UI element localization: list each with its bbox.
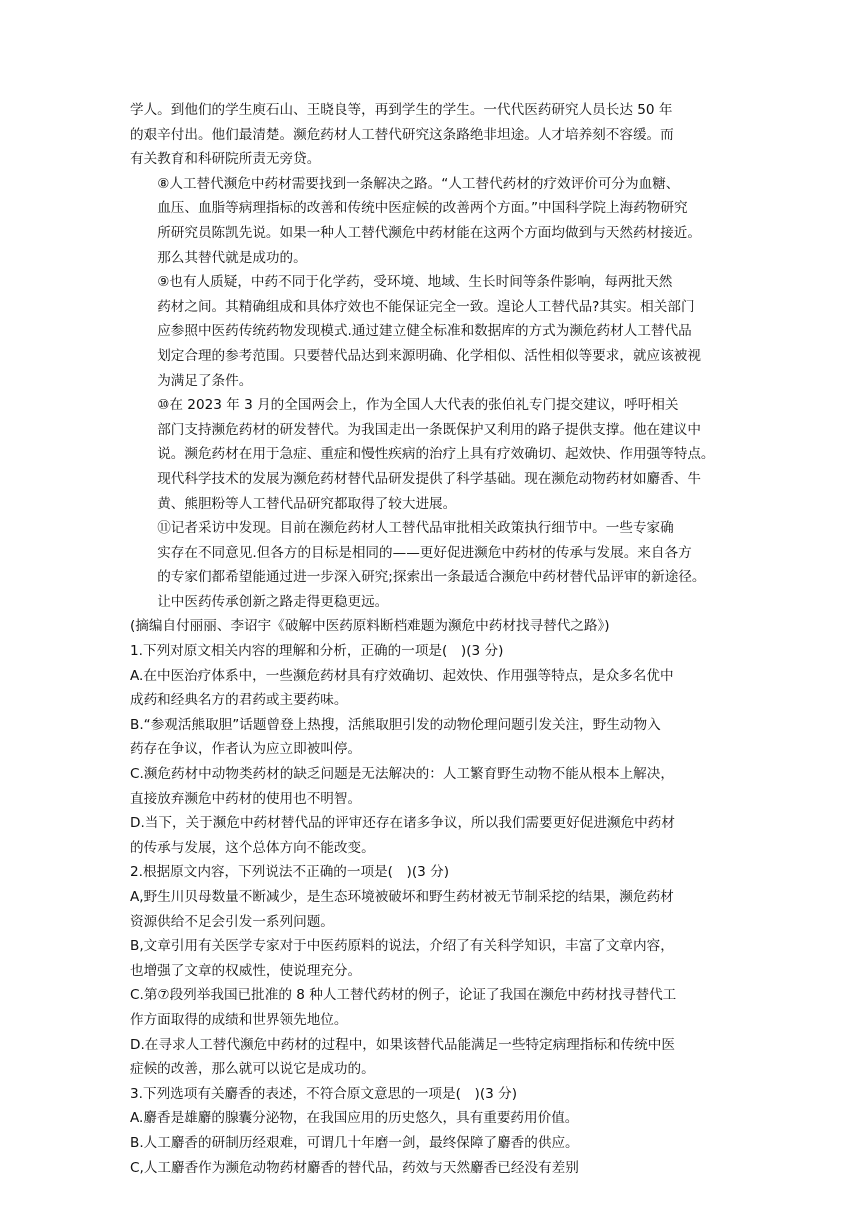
text-line: 血压、血脂等病理指标的改善和传统中医症候的改善两个方面。”中国科学院上海药物研究 xyxy=(157,200,688,217)
paragraph xyxy=(130,516,736,614)
text-line: C.第⑦段列举我国已批准的 8 种人工替代药材的例子，论证了我国在濒危中药材找寻替代工 xyxy=(130,987,677,1004)
text-line: 也增强了文章的权威性，使说理充分。 xyxy=(130,962,362,979)
text-line: ⑨也有人质疑，中药不同于化学药，受环境、地域、生长时间等条件影响，每两批天然 xyxy=(157,274,673,291)
text-line: 有关教育和科研院所责无旁贷。 xyxy=(130,151,321,168)
text-line: C.濒危药材中动物类药材的缺乏问题是无法解决的：人工繁育野生动物不能从根本上解决， xyxy=(130,766,674,783)
text-line: 现代科学技术的发展为濒危药材替代品研发提供了科学基础。现在濒危动物药材如麝香、牛 xyxy=(157,470,701,487)
text-line: 的艰辛付出。他们最清楚。濒危药材人工替代研究这条路绝非坦途。人才培养刻不容缓。而 xyxy=(130,126,674,143)
text-line: 黄、熊胆粉等人工替代品研究都取得了较大进展。 xyxy=(157,495,457,512)
text-line: 3.下列选项有关麝香的表述，不符合原文意思的一项是( )(3 分) xyxy=(130,1085,517,1102)
article-body xyxy=(130,98,736,1180)
text-line: 成药和经典名方的君药或主要药味。 xyxy=(130,692,348,709)
paragraph xyxy=(130,98,736,172)
paragraph xyxy=(130,614,736,1180)
text-line: 症候的改善，那么就可以说它是成功的。 xyxy=(130,1061,375,1078)
paragraph xyxy=(130,172,736,270)
text-line: A.麝香是雄麝的腺囊分泌物，在我国应用的历史悠久，具有重要药用价值。 xyxy=(130,1110,579,1127)
text-line: A.在中医治疗体系中，一些濒危药材具有疗效确切、起效快、作用强等特点，是众多名优中 xyxy=(130,667,674,684)
text-line: D.当下，关于濒危中药材替代品的评审还存在诸多争议，所以我们需要更好促进濒危中药材 xyxy=(130,815,675,832)
text-line: 学人。到他们的学生庾石山、王晓良等，再到学生的学生。一代代医药研究人员长达 50 年 xyxy=(130,102,673,118)
paragraph xyxy=(130,393,736,516)
text-line: C,人工麝香作为濒危动物药材麝香的替代品，药效与天然麝香已经没有差别 xyxy=(130,1159,579,1176)
text-line: ⑧人工替代濒危中药材需要找到一条解决之路。“人工替代药材的疗效评价可分为血糖、 xyxy=(157,175,680,192)
paragraph xyxy=(130,270,736,393)
text-line: 为满足了条件。 xyxy=(157,372,253,389)
text-line: A,野生川贝母数量不断减少，是生态环境被破坏和野生药材被无节制采挖的结果，濒危药材 xyxy=(130,889,674,905)
text-line: 2.根据原文内容，下列说法不正确的一项是( )(3 分) xyxy=(130,864,450,881)
text-line: 直接放弃濒危中药材的使用也不明智。 xyxy=(130,790,362,807)
text-line: (摘编自付丽丽、李诏宇《破解中医药原料断档难题为濒危中药材找寻替代之路》) xyxy=(130,618,610,635)
text-line: 的传承与发展，这个总体方向不能改变。 xyxy=(130,839,375,856)
text-line: 让中医药传承创新之路走得更稳更远。 xyxy=(157,593,389,610)
text-line: 那么其替代就是成功的。 xyxy=(157,249,307,266)
text-line: B.人工麝香的研制历经艰难，可谓几十年磨一剑，最终保障了麝香的供应。 xyxy=(130,1134,579,1151)
text-line: 应参照中医药传统药物发现模式.通过建立健全标准和数据库的方式为濒危药材人工替代品 xyxy=(157,323,692,340)
text-line: ⑩在 2023 年 3 月的全国两会上，作为全国人大代表的张伯礼专门提交建议，呼吁相关 xyxy=(157,397,679,414)
text-line: 部门支持濒危药材的研发替代。为我国走出一条既保护又利用的路子提供支撑。他在建议中 xyxy=(157,421,701,438)
text-line: 作方面取得的成绩和世界领先地位。 xyxy=(130,1011,348,1028)
text-line: 资源供给不足会引发一系列问题。 xyxy=(130,913,334,930)
text-line: 所研究员陈凯先说。如果一种人工替代濒危中药材能在这两个方面均做到与天然药材接近。 xyxy=(157,224,701,241)
text-line: 说。濒危药材在用于急症、重症和慢性疾病的治疗上具有疗效确切、起效快、作用强等特点。 xyxy=(157,446,715,463)
text-line: B.“参观活熊取胆”话题曾登上热搜，活熊取胆引发的动物伦理问题引发关注，野生动物入 xyxy=(130,716,661,733)
text-line: 1.下列对原文相关内容的理解和分析，正确的一项是( )(3 分) xyxy=(130,643,504,660)
text-line: 的专家们都希望能通过进一步深入研究;探索出一条最适合濒危中药材替代品评审的新途径。 xyxy=(157,569,706,586)
text-line: 划定合理的参考范围。只要替代品达到来源明确、化学相似、活性相似等要求，就应该被视 xyxy=(157,347,701,364)
text-line: D.在寻求人工替代濒危中药材的过程中，如果该替代品能满足一些特定病理指标和传统中医 xyxy=(130,1036,675,1053)
text-line: 药材之间。其精确组成和具体疗效也不能保证完全一致。遑论人工替代品?其实。相关部门 xyxy=(157,298,695,315)
text-line: 药存在争议，作者认为应立即被叫停。 xyxy=(130,741,362,758)
text-line: 实存在不同意见.但各方的目标是相同的——更好促进濒危中药材的传承与发展。来自各方 xyxy=(157,544,692,561)
text-line: B,文章引用有关医学专家对于中医药原料的说法，介绍了有关科学知识，丰富了文章内容， xyxy=(130,938,674,955)
text-line: ⑪记者采访中发现。目前在濒危药材人工替代品审批相关政策执行细节中。一些专家确 xyxy=(157,520,674,537)
